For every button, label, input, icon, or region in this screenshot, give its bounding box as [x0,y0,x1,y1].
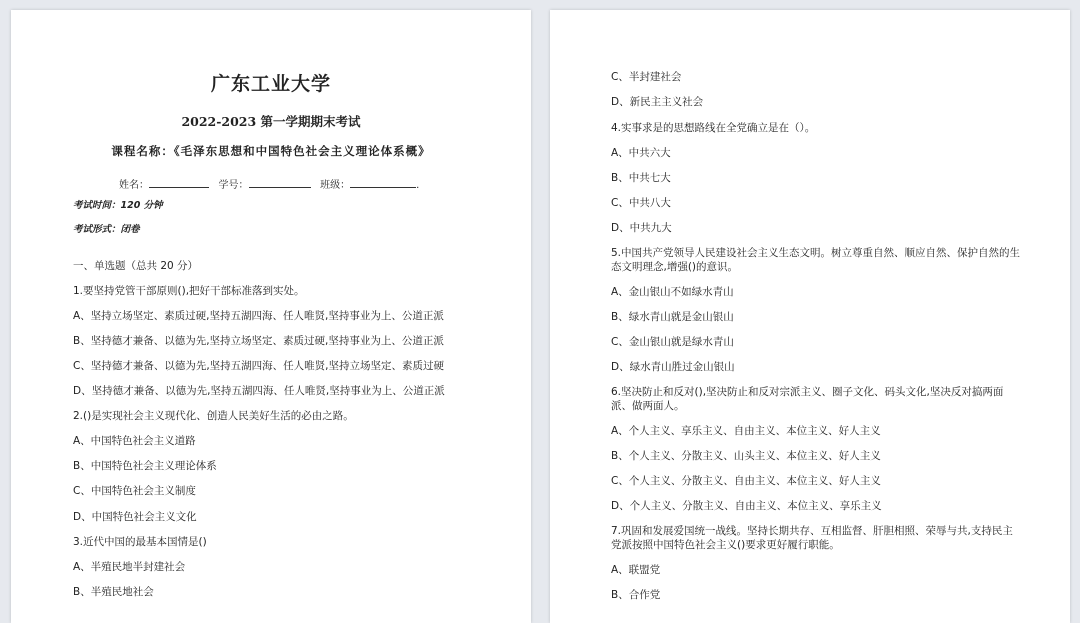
question-line: 2.()是实现社会主义现代化、创造人民美好生活的必由之路。 [73,410,354,422]
option-line: C、金山银山就是绿水青山 [611,336,734,348]
student-id-label: 学号： [218,180,249,191]
option-line: A、坚持立场坚定、素质过硬,坚持五湖四海、任人唯贤,坚持事业为上、公道正派 [73,310,444,322]
option-line: A、个人主义、享乐主义、自由主义、本位主义、好人主义 [611,425,881,437]
option-line: C、个人主义、分散主义、自由主义、本位主义、好人主义 [611,475,881,487]
name-label: 姓名： [119,180,149,191]
option-line: A、中国特色社会主义道路 [73,435,196,447]
option-line: D、中共九大 [611,222,672,234]
option-line: C、中国特色社会主义制度 [73,485,196,497]
name-blank [149,177,209,188]
question-line: 5.中国共产党领导人民建设社会主义生态文明。树立尊重自然、顺应自然、保护自然的生态文明理念,增强()的意识。 [611,247,1021,273]
option-line: B、个人主义、分散主义、山头主义、本位主义、好人主义 [611,450,881,462]
option-line: A、半殖民地半封建社会 [73,561,186,573]
exam-semester-title: 2022-2023 第一学期期末考试 [181,114,361,129]
question-line: 3.近代中国的最基本国情是() [73,536,207,548]
option-line: B、坚持德才兼备、以德为先,坚持立场坚定、素质过硬,坚持事业为上、公道正派 [73,335,444,347]
student-info-fields [119,177,419,193]
section-heading: 一、单选题（总共 20 分） [73,260,199,272]
option-line: D、新民主主义社会 [611,96,704,108]
university-title: 广东工业大学 [210,73,331,95]
exam-page-2 [550,10,1070,623]
option-line: B、半殖民地社会 [73,586,154,598]
fields-end-mark: . [416,180,420,191]
course-name: 课程名称：《毛泽东思想和中国特色社会主义理论体系概》 [111,144,431,158]
option-line: C、半封建社会 [611,71,682,83]
class-label: 班级： [320,180,351,191]
option-line: A、中共六大 [611,147,671,159]
option-line: B、中国特色社会主义理论体系 [73,460,217,472]
option-line: B、绿水青山就是金山银山 [611,311,734,323]
option-line: C、中共八大 [611,197,671,209]
option-line: B、合作党 [611,589,661,601]
option-line: D、绿水青山胜过金山银山 [611,361,735,373]
option-line: A、联盟党 [611,564,661,576]
option-line: D、中国特色社会主义文化 [73,511,197,523]
option-line: B、中共七大 [611,172,671,184]
question-line: 1.要坚持党管干部原则(),把好干部标准落到实处。 [73,285,305,297]
exam-time: 考试时间：120 分钟 [73,200,163,211]
class-blank [350,177,416,188]
option-line: D、坚持德才兼备、以德为先,坚持五湖四海、任人唯贤,坚持事业为上、公道正派 [73,385,445,397]
option-line: D、个人主义、分散主义、自由主义、本位主义、享乐主义 [611,500,882,512]
option-line: C、坚持德才兼备、以德为先,坚持五湖四海、任人唯贤,坚持立场坚定、素质过硬 [73,360,445,372]
exam-form: 考试形式：闭卷 [73,224,140,235]
question-line: 6.坚决防止和反对(),坚决防止和反对宗派主义、圈子文化、码头文化,坚决反对搞两面派、做两面人。 [611,386,1004,412]
question-line: 7.巩固和发展爱国统一战线。坚持长期共存、互相监督、肝胆相照、荣辱与共,支持民主党派按照中国特色社会主义()要求更好履行职能。 [611,525,1013,551]
option-line: A、金山银山不如绿水青山 [611,286,734,298]
exam-page-1 [11,10,531,623]
question-line: 4.实事求是的思想路线在全党确立是在（）。 [611,122,816,134]
student-id-blank [249,177,311,188]
